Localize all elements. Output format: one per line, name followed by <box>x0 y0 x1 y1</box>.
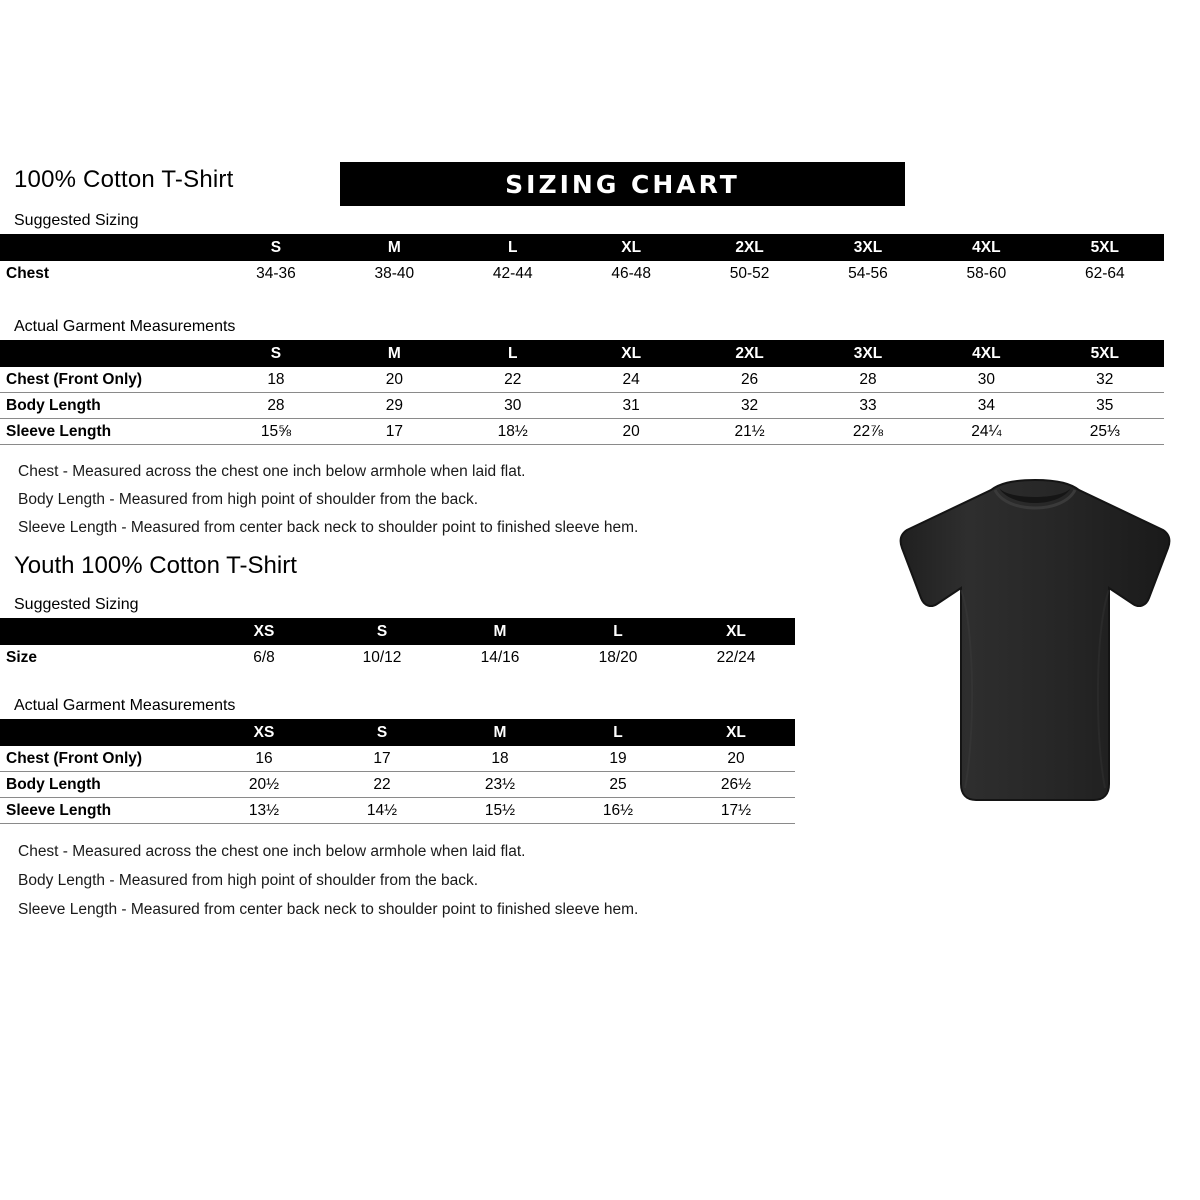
col-header-2xl: 2XL <box>690 234 808 261</box>
col-header-s: S <box>217 340 335 367</box>
cell-sleevelength-s: 15⅝ <box>217 419 335 445</box>
col-header-2xl: 2XL <box>690 340 808 367</box>
row-label-body-length: Body Length <box>0 772 205 798</box>
cell-sleevelength-xs: 13½ <box>205 798 323 824</box>
table-row <box>0 772 795 798</box>
table-row <box>0 261 1164 286</box>
cell-chestfront-s: 18 <box>217 367 335 393</box>
adult-actual-measurements-label: Actual Garment Measurements <box>14 318 236 335</box>
adult-suggested-sizing-table <box>0 234 1164 286</box>
cell-chestfront-xl: 20 <box>677 746 795 772</box>
col-header-xs: XS <box>205 719 323 746</box>
row-label-sleeve-length: Sleeve Length <box>0 419 217 445</box>
table-corner-cell <box>0 234 217 261</box>
cell-bodylength-5xl: 35 <box>1046 393 1164 419</box>
col-header-m: M <box>335 234 453 261</box>
cell-bodylength-xl: 26½ <box>677 772 795 798</box>
col-header-xl: XL <box>572 340 690 367</box>
col-header-l: L <box>559 719 677 746</box>
table-header-row <box>0 618 795 645</box>
table-row <box>0 645 795 670</box>
youth-section-title: Youth 100% Cotton T-Shirt <box>14 552 297 579</box>
table-corner-cell <box>0 618 205 645</box>
cell-size-l: 18/20 <box>598 648 638 666</box>
cell-sleevelength-m: 15½ <box>441 798 559 824</box>
cell-sleevelength-3xl: 22⅞ <box>809 419 927 445</box>
cell-chest-5xl: 62-64 <box>1084 264 1125 282</box>
table-header-row <box>0 234 1164 261</box>
cell-chest-3xl: 54-56 <box>848 264 888 282</box>
youth-note-sleeve-length: Sleeve Length - Measured from center back neck to shoulder point to finished sleeve hem. <box>18 901 639 918</box>
adult-note-body-length: Body Length - Measured from high point of shoulder from the back. <box>18 491 479 508</box>
row-label-body-length: Body Length <box>0 393 217 419</box>
col-header-m: M <box>441 618 559 645</box>
cell-chest-xl: 46-48 <box>611 264 651 282</box>
cell-sleevelength-l: 16½ <box>559 798 677 824</box>
cell-chest-4xl: 58-60 <box>966 264 1007 282</box>
cell-sleevelength-l: 18½ <box>454 419 572 445</box>
col-header-xl: XL <box>677 719 795 746</box>
table-row <box>0 798 795 824</box>
table-corner-cell <box>0 340 217 367</box>
cell-chest-m: 38-40 <box>374 264 415 282</box>
col-header-xs: XS <box>205 618 323 645</box>
youth-note-body-length: Body Length - Measured from high point of shoulder from the back. <box>18 872 479 889</box>
col-header-l: L <box>454 340 572 367</box>
col-header-s: S <box>217 234 335 261</box>
col-header-m: M <box>441 719 559 746</box>
adult-actual-measurements-table <box>0 340 1164 445</box>
cell-chestfront-xs: 16 <box>205 746 323 772</box>
col-header-5xl: 5XL <box>1046 340 1164 367</box>
table-corner-cell <box>0 719 205 746</box>
cell-sleevelength-m: 17 <box>335 419 453 445</box>
col-header-l: L <box>559 618 677 645</box>
cell-bodylength-3xl: 33 <box>809 393 927 419</box>
col-header-3xl: 3XL <box>809 234 927 261</box>
cell-bodylength-xs: 20½ <box>205 772 323 798</box>
cell-bodylength-l: 30 <box>454 393 572 419</box>
cell-bodylength-m: 29 <box>335 393 453 419</box>
cell-sleevelength-xl: 17½ <box>677 798 795 824</box>
col-header-4xl: 4XL <box>927 234 1045 261</box>
col-header-5xl: 5XL <box>1046 234 1164 261</box>
col-header-l: L <box>454 234 572 261</box>
cell-sleevelength-5xl: 25⅓ <box>1046 419 1164 445</box>
cell-chestfront-m: 18 <box>441 746 559 772</box>
cell-bodylength-m: 23½ <box>441 772 559 798</box>
youth-actual-measurements-table <box>0 719 795 824</box>
cell-sleevelength-xl: 20 <box>572 419 690 445</box>
table-row <box>0 367 1164 393</box>
cell-chestfront-l: 22 <box>454 367 572 393</box>
table-row <box>0 419 1164 445</box>
adult-section-title: 100% Cotton T-Shirt <box>14 166 234 193</box>
cell-bodylength-4xl: 34 <box>927 393 1045 419</box>
youth-actual-measurements-label: Actual Garment Measurements <box>14 697 236 714</box>
adult-note-sleeve-length: Sleeve Length - Measured from center back neck to shoulder point to finished sleeve hem. <box>18 519 639 536</box>
cell-size-s: 10/12 <box>362 648 402 666</box>
cell-chestfront-s: 17 <box>323 746 441 772</box>
cell-sleevelength-s: 14½ <box>323 798 441 824</box>
cell-chestfront-xl: 24 <box>572 367 690 393</box>
youth-suggested-sizing-table <box>0 618 795 670</box>
cell-bodylength-xl: 31 <box>572 393 690 419</box>
col-header-xl: XL <box>677 618 795 645</box>
cell-chestfront-l: 19 <box>559 746 677 772</box>
adult-suggested-sizing-label: Suggested Sizing <box>14 212 139 229</box>
cell-chestfront-4xl: 30 <box>927 367 1045 393</box>
col-header-s: S <box>323 618 441 645</box>
col-header-xl: XL <box>572 234 690 261</box>
tshirt-illustration <box>895 478 1175 808</box>
table-row <box>0 746 795 772</box>
cell-chestfront-2xl: 26 <box>690 367 808 393</box>
cell-chestfront-m: 20 <box>335 367 453 393</box>
cell-bodylength-l: 25 <box>559 772 677 798</box>
cell-sleevelength-2xl: 21½ <box>690 419 808 445</box>
cell-bodylength-s: 28 <box>217 393 335 419</box>
youth-note-chest: Chest - Measured across the chest one inch below armhole when laid flat. <box>18 843 526 860</box>
cell-chestfront-3xl: 28 <box>809 367 927 393</box>
table-header-row <box>0 719 795 746</box>
adult-note-chest: Chest - Measured across the chest one inch below armhole when laid flat. <box>18 463 526 480</box>
sizing-chart-banner <box>340 162 905 206</box>
col-header-s: S <box>323 719 441 746</box>
cell-chest-2xl: 50-52 <box>729 264 770 282</box>
sizing-chart-banner-label: SIZING CHART <box>505 169 740 199</box>
table-row <box>0 393 1164 419</box>
cell-size-xs: 6/8 <box>253 648 275 666</box>
table-header-row <box>0 340 1164 367</box>
row-label-chest-front-only: Chest (Front Only) <box>0 367 217 393</box>
cell-sleevelength-4xl: 24¼ <box>927 419 1045 445</box>
youth-suggested-sizing-label: Suggested Sizing <box>14 596 139 613</box>
cell-chest-l: 42-44 <box>492 264 533 282</box>
col-header-4xl: 4XL <box>927 340 1045 367</box>
row-label-sleeve-length: Sleeve Length <box>0 798 205 824</box>
row-label-chest-front-only: Chest (Front Only) <box>0 746 205 772</box>
col-header-3xl: 3XL <box>809 340 927 367</box>
cell-bodylength-2xl: 32 <box>690 393 808 419</box>
cell-chestfront-5xl: 32 <box>1046 367 1164 393</box>
cell-chest-s: 34-36 <box>256 264 296 282</box>
cell-size-m: 14/16 <box>480 648 520 666</box>
cell-size-xl: 22/24 <box>716 648 756 666</box>
row-label-chest: Chest <box>6 264 50 282</box>
cell-bodylength-s: 22 <box>323 772 441 798</box>
col-header-m: M <box>335 340 453 367</box>
row-label-size: Size <box>6 648 38 666</box>
